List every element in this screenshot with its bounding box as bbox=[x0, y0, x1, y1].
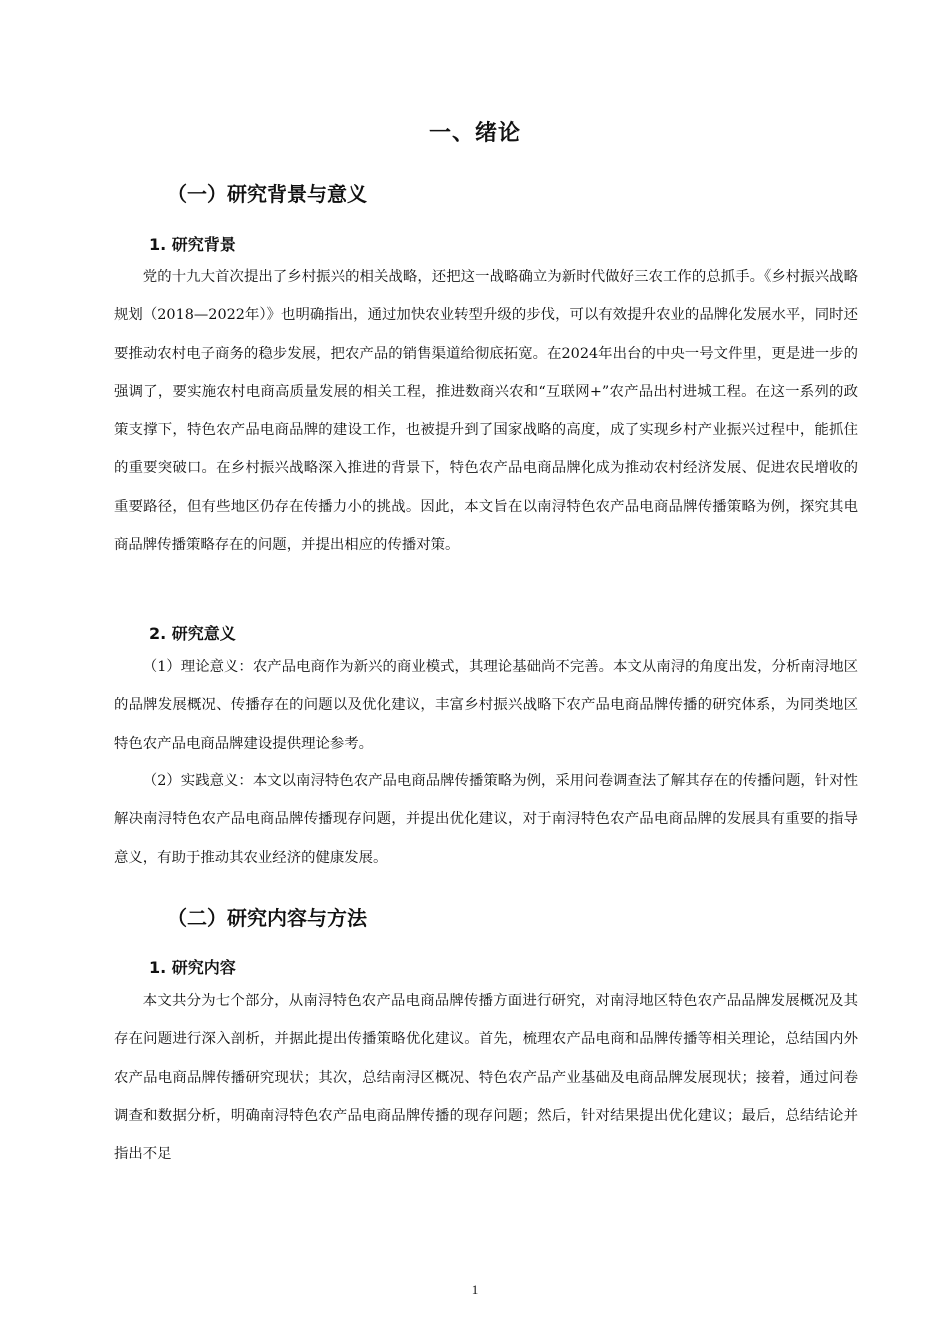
chapter-title: 一、绪论 bbox=[428, 121, 521, 146]
section-heading-background: （一）研究背景与意义 bbox=[167, 182, 367, 206]
paragraph-research-content: 本文共分为七个部分，从南浔特色农产品电商品牌传播方面进行研究，对南浔地区特色农产品品牌发展概况及其存在问题进行深入剖析，并据此提出传播策略优化建议。首先，梳理农产品电商和品牌传播等相关理论，总结国内外农产品电商品牌传播研究现状；其次，总结南浔区概况、特色农产品产业基础及电商品牌发展现状；接着，通过问卷调查和数据分析，明确南浔特色农产品电商品牌传播的现存问题；然后，针对结果提出优化建议；最后，总结结论并指出不足 bbox=[114, 993, 858, 1163]
section-heading-content-method: （二）研究内容与方法 bbox=[167, 906, 367, 930]
paragraph-practical-significance: （2）实践意义：本文以南浔特色农产品电商品牌传播策略为例，采用问卷调查法了解其存在的传播问题，针对性解决南浔特色农产品电商品牌传播现存问题，并提出优化建议，对于南浔特色农产品电商品牌的发展具有重要的指导意义，有助于推动其农业经济的健康发展。 bbox=[114, 773, 858, 866]
subsection-heading-content: 1. 研究内容 bbox=[149, 958, 236, 977]
subsection-heading-significance: 2. 研究意义 bbox=[149, 624, 236, 643]
paragraph-background: 党的十九大首次提出了乡村振兴的相关战略，还把这一战略确立为新时代做好三农工作的总抓手。《乡村振兴战略规划（2018—2022年）》也明确指出，通过加快农业转型升级的步伐，可以有效提升农业的品牌化发展水平，同时还要推动农村电子商务的稳步发展，把农产品的销售渠道给彻底拓宽。在2024年出台的中央一号文件里，更是进一步的强调了，要实施农村电商高质量发展的相关工程，推进数商兴农和“互联网+”农产品出村进城工程。在这一系列的政策支撑下，特色农产品电商品牌的建设工作，也被提升到了国家战略的高度，成了实现乡村产业振兴过程中，能抓住的重要突破口。在乡村振兴战略深入推进的背景下，特色农产品电商品牌化成为推动农村经济发展、促进农民增收的重要路径，但有些地区仍存在传播力小的挑战。因此，本文旨在以南浔特色农产品电商品牌传播策略为例，探究其电商品牌传播策略存在的问题，并提出相应的传播对策。 bbox=[114, 269, 858, 554]
page-number: 1 bbox=[471, 1282, 479, 1297]
subsection-heading-background: 1. 研究背景 bbox=[149, 235, 236, 254]
paragraph-theoretical-significance: （1）理论意义：农产品电商作为新兴的商业模式，其理论基础尚不完善。本文从南浔的角度出发，分析南浔地区的品牌发展概况、传播存在的问题以及优化建议，丰富乡村振兴战略下农产品电商品牌传播的研究体系，为同类地区特色农产品电商品牌建设提供理论参考。 bbox=[114, 659, 858, 752]
